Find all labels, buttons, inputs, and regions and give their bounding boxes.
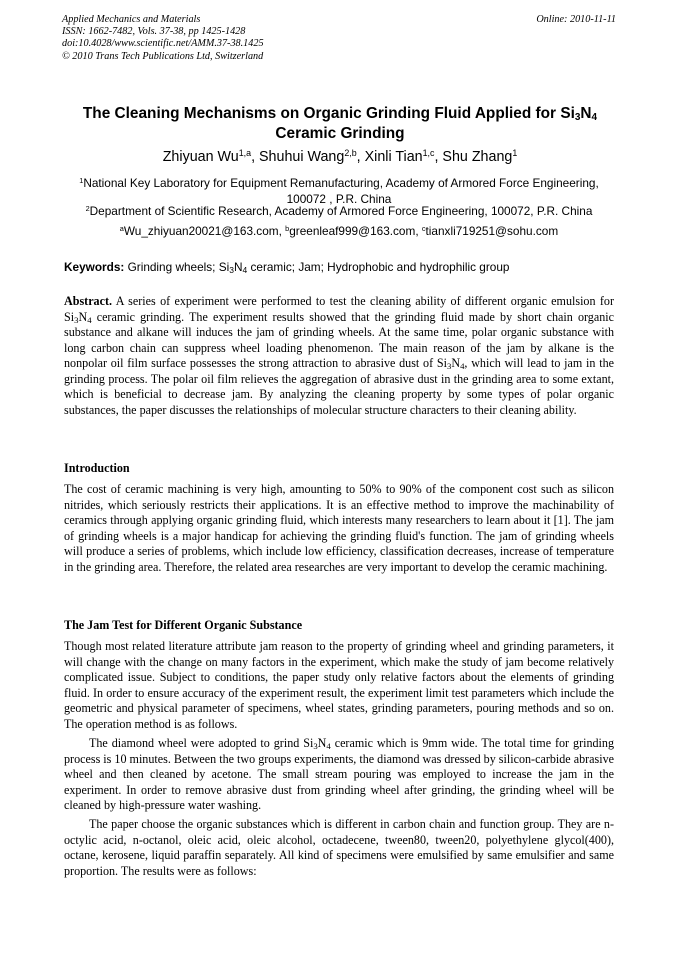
journal-name: Applied Mechanics and Materials (62, 14, 201, 25)
jam-test-paragraph-1: Though most related literature attribute jam reason to the property of grinding wheel and grinding parameters, it will change with the change on many factors in the experiment, which make the study of jam become relatively complicated issue. Subject to conditions, the paper study only relative factors about the elements of grinding fluid. In order to ensure accuracy of the experiment result, the experiment limit test parameters which include the geometric and physical parameter of specimens, wheel states, grinding parameters, pouring methods and so on. The operation method is as follows. (64, 639, 614, 731)
introduction-paragraph: The cost of ceramic machining is very high, amounting to 50% to 90% of the component cost such as silicon nitrides, which seriously restricts their applications. It is an effective method to improve the machinability of ceramics through applying organic grinding fluid, which interests many researchers to learn about it [1]. The jam of grinding wheels is a major handicap for achieving the grinding fluid's function. The jam of grinding wheels will produce a series of problems, which include low efficiency, classification decreases, increase of temperature in the grinding area. Therefore, the related area researches are very important to develop the ceramic machining. (64, 482, 614, 574)
author-emails: $^a$Wu_zhiyuan20021@163.com, $^b$greenleaf999@163.com, $^c$tianxli719251@sohu.com (119, 223, 559, 238)
abstract: Abstract. A series of experiment were performed to test the cleaning ability of different organic emulsion for $Si_3N_4$ ceramic grinding. The experiment results showed that the grinding fluid made by short chain organic substance and alkane will induces the jam of grinding wheels. At the same time, polar organic substance with long carbon chain can suppress wheel loading phenomenon. The main reason of the jam by alkane is the nonpolar oil film surface possesses the strong attraction to abrasive dust of $Si_3N_4$, which will lead to jam in the grinding process. The polar oil film relieves the aggregation of abrasive dust in the grinding area to some extant, which is beneficial to decrease jam. By analyzing the cleaning property by some types of polar organic substances, the paper discusses the relationships of molecular structure characters to their cleaning ability. (64, 294, 614, 417)
abstract-label: Abstract. (64, 294, 113, 308)
section-heading-introduction: Introduction (64, 461, 130, 475)
email-link[interactable]: tianxli719251@sohu.com (425, 224, 559, 238)
author-list: Zhiyuan Wu$^{1,a}$, Shuhui Wang$^{2,b}$, Xinli Tian$^{1,c}$, Shu Zhang$^1$ (162, 148, 518, 165)
keywords: Keywords: Grinding wheels; $Si_3N_4$ ceramic; Jam; Hydrophobic and hydrophilic group (64, 260, 510, 276)
jam-test-paragraph-3: The paper choose the organic substances which is different in carbon chain and function group. They are n-octylic acid, n-octanol, oleic acid, oleic alcohol, octadecene, tween80, tween20, polyethylene glycol(400), octane, kerosene, liquid paraffin separately. All kind of specimens were emulsified by same emulsifier and same proportion. The results were as follows: (64, 817, 614, 878)
author-name: Xinli Tian (364, 149, 423, 165)
affiliation-1: $^1$National Key Laboratory for Equipment Remanufacturing, Academy of Armored Force Engineering, 100072 , P.R. China (79, 175, 599, 206)
author-name: Shu Zhang (442, 149, 513, 165)
author-name: Zhiyuan Wu (162, 149, 239, 165)
jam-test-paragraph-2: The diamond wheel were adopted to grind $Si_3N_4$ ceramic which is 9mm wide. The total time for grinding process is 10 minutes. Between the two groups experiments, the diamond was dressed by silicon-carbide abrasive wheel and then cleaned by acetone. The small stream pouring was employed to increase the jam in the experiment. In order to remove abrasive dust from grinding wheel after grinding, the grinding wheel will be cleaned by high-pressure water washing. (64, 736, 614, 812)
section-heading-jam-test: The Jam Test for Different Organic Substance (64, 618, 303, 632)
email-link[interactable]: greenleaf999@163.com, (289, 224, 422, 238)
online-date: Online: 2010-11-11 (536, 14, 616, 25)
journal-copyright: © 2010 Trans Tech Publications Ltd, Switzerland (62, 50, 264, 62)
journal-doi: doi:10.4028/www.scientific.net/AMM.37-38.1425 (62, 38, 264, 50)
email-link[interactable]: Wu_zhiyuan20021@163.com, (123, 224, 286, 238)
keywords-label: Keywords: (64, 260, 125, 274)
paper-title: The Cleaning Mechanisms on Organic Grinding Fluid Applied for $Si_3N_4$ Ceramic Grinding (82, 105, 598, 142)
affiliation-2: $^2$Department of Scientific Research, Academy of Armored Force Engineering, 100072, P.R. China (85, 203, 593, 218)
author-name: Shuhui Wang (259, 149, 345, 165)
journal-header (62, 14, 616, 63)
journal-issn: ISSN: 1662-7482, Vols. 37-38, pp 1425-1428 (62, 26, 246, 38)
